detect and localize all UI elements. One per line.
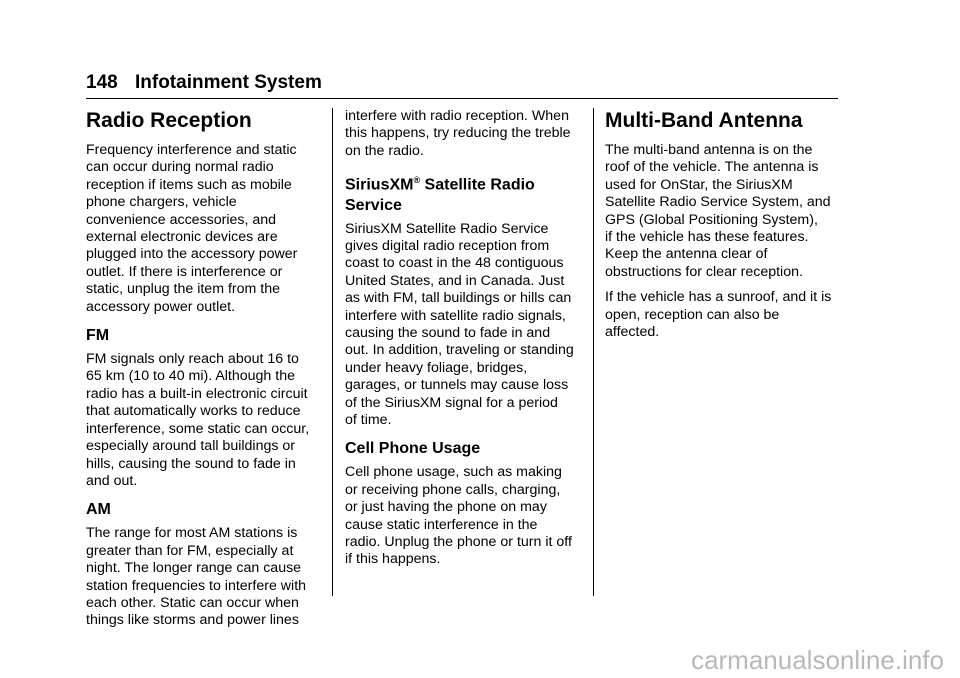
- fm-text: FM signals only reach about 16 to 65 km (10 to 40 mi). Although the radio has a built-in electronic circuit that automatically works to reduce interference, some static can occur, especially around tall buildings or hills, causing the sound to fade in and out.: [86, 351, 310, 489]
- antenna-text-1: The multi-band antenna is on the roof of the vehicle. The antenna is used for OnStar, the SiriusXM Satellite Radio Service System, and GPS (Global Positioning System), if the vehicle has these features. Keep the antenna clear of obstructions for clear reception.: [605, 142, 831, 280]
- column-divider: [593, 108, 594, 596]
- am-text: The range for most AM stations is greater than for FM, especially at night. The longer range can cause station frequencies to interfere with each other. Static can occur when things like storms and power lines: [86, 525, 307, 629]
- radio-reception-text: Frequency interference and static can occur during normal radio reception if items such as mobile phone chargers, vehicle convenience accessories, and external electronic devices are plugged into the accessory power outlet. If there is interference or static, unplug the item from the accessory power outlet.: [86, 142, 298, 315]
- heading-fm: FM: [86, 327, 110, 345]
- heading-cell-phone-usage: Cell Phone Usage: [345, 440, 481, 458]
- heading-multi-band-antenna: Multi-Band Antenna: [605, 109, 803, 132]
- antenna-text-2: If the vehicle has a sunroof, and it is open, reception can also be affected.: [605, 289, 832, 341]
- column-divider: [332, 108, 333, 596]
- siriusxm-title-rest: Satellite Radio Service: [345, 176, 535, 214]
- siriusxm-title-part: SiriusXM: [345, 176, 414, 194]
- watermark: carmanualsonline.info: [691, 645, 944, 675]
- column-1: [86, 108, 322, 638]
- cell-phone-text: Cell phone usage, such as making or receiving phone calls, charging, or just having the phone on may cause static interference in the radio. Unplug the phone or turn it off if this happens.: [345, 464, 572, 568]
- section-title: Infotainment System: [134, 72, 322, 93]
- heading-siriusxm: [345, 170, 583, 215]
- am-continued-text: interfere with radio reception. When this happens, try reducing the treble on the radio.: [345, 108, 571, 159]
- registered-mark: ®: [413, 175, 421, 186]
- column-2: [345, 108, 583, 577]
- column-3: [605, 108, 841, 349]
- page-header: [86, 70, 838, 99]
- siriusxm-text: SiriusXM Satellite Radio Service gives digital radio reception from coast to coast in the 48 contiguous United States, and in Canada. Just as with FM, tall buildings or hills can interfere with satellite radio signals, causing the sound to fade in and out. In addition, traveling or standing under heavy foliage, bridges, garages, or tunnels may cause loss of the SiriusXM signal for a period of time.: [345, 220, 574, 429]
- page-number: 148: [86, 72, 118, 93]
- heading-radio-reception: Radio Reception: [86, 109, 252, 132]
- heading-am: AM: [86, 501, 111, 519]
